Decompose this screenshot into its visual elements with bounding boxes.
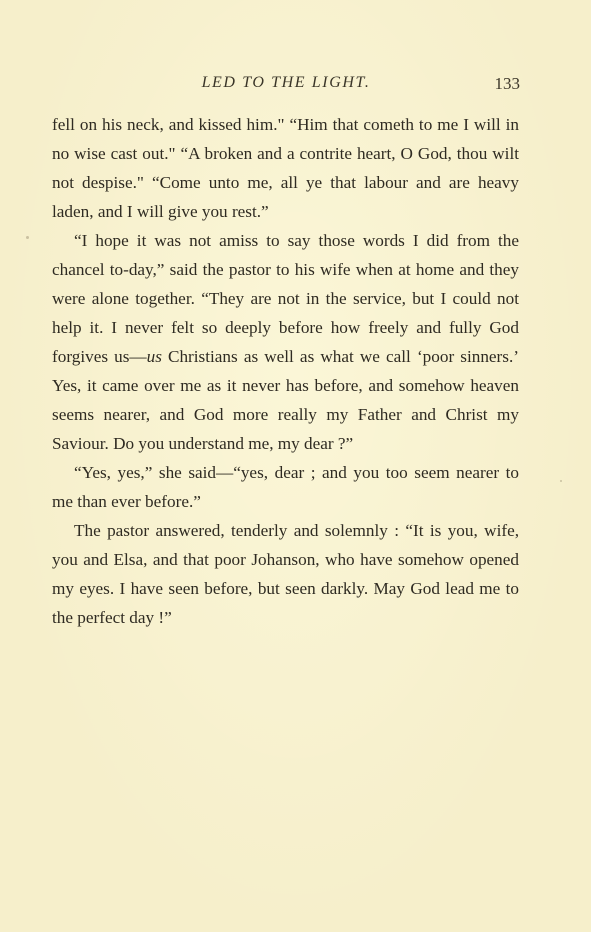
paragraph-4 [52, 516, 519, 632]
paragraph-2 [52, 226, 519, 458]
paper-speck [26, 236, 29, 239]
running-title: LED TO THE LIGHT. [201, 74, 371, 91]
running-head [52, 70, 520, 96]
emphasis-us: us [146, 347, 162, 366]
paragraph-text: “I hope it was not amiss to say those words I did from the chancel to-day,” said the pastor to his wife when at home and they were alone together. “They are not in the service, but I could not help it. I never felt so deeply before how freely and fully God forgives us— [52, 231, 519, 366]
paper-speck [560, 480, 562, 482]
paragraph-text: The pastor answered, tenderly and solemnly : “It is you, wife, you and Elsa, and that poor Johanson, who have somehow opened my eyes. I have seen before, but seen darkly. May God lead me to the perfect day !” [52, 521, 519, 627]
paragraph-3 [52, 458, 519, 516]
paragraph-1 [52, 110, 519, 226]
paragraph-text: “Yes, yes,” she said—“yes, dear ; and you too seem nearer to me than ever before.” [52, 463, 519, 511]
paragraph-text: Christians as well as what we call ‘poor sinners.’ Yes, it came over me as it never has before, and somehow heaven seems nearer, and God more really my Father and Christ my Saviour. Do you understand me, my dear ?” [52, 347, 519, 453]
body-text [52, 110, 519, 632]
page-number: 133 [494, 74, 520, 93]
paragraph-text: fell on his neck, and kissed him." “Him that cometh to me I will in no wise cast out." “A broken and a contrite heart, O God, thou wilt not despise." “Come unto me, all ye that labour and are heavy laden, and I will give you rest.” [52, 115, 519, 221]
